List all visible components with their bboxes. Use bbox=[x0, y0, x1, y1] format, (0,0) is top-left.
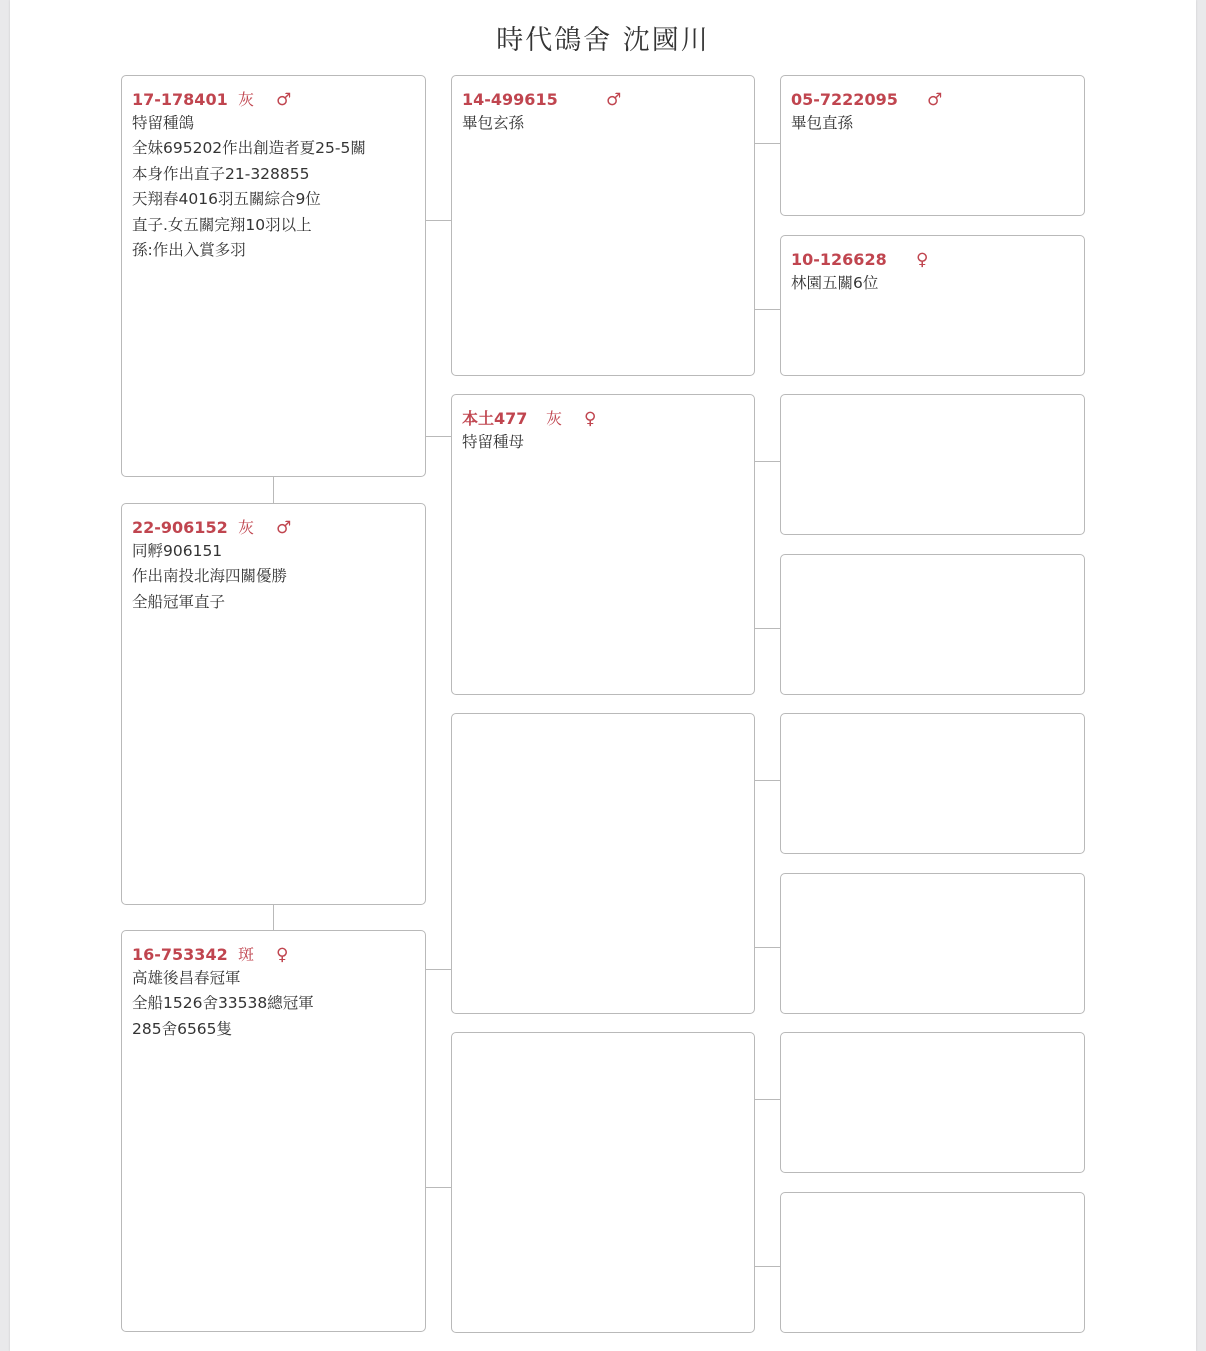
empty-pedigree-card[interactable] bbox=[780, 394, 1085, 535]
female-icon: ♀ bbox=[276, 945, 289, 965]
connector-line bbox=[755, 780, 780, 781]
sire-dam-card[interactable] bbox=[451, 394, 755, 695]
empty-pedigree-card[interactable] bbox=[780, 713, 1085, 854]
empty-pedigree-card[interactable] bbox=[780, 554, 1085, 695]
note-line: 特留種母 bbox=[462, 433, 525, 451]
empty-pedigree-card[interactable] bbox=[451, 713, 755, 1014]
sire-sire-notes bbox=[462, 111, 744, 136]
subject-header bbox=[132, 517, 415, 539]
note-line: 畢包玄孫 bbox=[462, 114, 525, 132]
sire-dam-header bbox=[462, 408, 744, 430]
sire-notes bbox=[132, 111, 415, 263]
pedigree-page bbox=[10, 0, 1196, 1351]
note-line: 特留種鴿 bbox=[132, 114, 195, 132]
note-line: 林園五關6位 bbox=[791, 274, 879, 292]
dam-notes bbox=[132, 966, 415, 1042]
connector-line bbox=[426, 1187, 451, 1188]
note-line: 天翔春4016羽五關綜合9位 bbox=[132, 190, 321, 209]
sire-sire-card[interactable] bbox=[451, 75, 755, 376]
female-icon: ♀ bbox=[916, 250, 929, 270]
note-line: 全妹695202作出創造者夏25-5關 bbox=[132, 139, 366, 158]
ring-number: 14-499615 bbox=[462, 90, 558, 109]
connector-line bbox=[426, 969, 451, 970]
male-icon: ♂ bbox=[606, 90, 622, 110]
ring-number: 16-753342 bbox=[132, 945, 228, 964]
dam-header bbox=[132, 944, 415, 966]
connector-line bbox=[755, 1099, 780, 1100]
empty-pedigree-card[interactable] bbox=[780, 1192, 1085, 1333]
note-line: 孫:作出入賞多羽 bbox=[132, 241, 246, 260]
sss-notes bbox=[791, 111, 1074, 136]
ring-number: 05-7222095 bbox=[791, 90, 898, 109]
note-line: 全船1526舍33538總冠軍 bbox=[132, 994, 314, 1013]
ssd-notes bbox=[791, 271, 1074, 296]
note-line: 285舍6565隻 bbox=[132, 1019, 233, 1038]
male-icon: ♂ bbox=[276, 518, 292, 538]
connector-line bbox=[755, 1266, 780, 1267]
note-line: 直子.女五關完翔10羽以上 bbox=[132, 215, 312, 234]
connector-line bbox=[426, 220, 451, 221]
color-label: 灰 bbox=[546, 409, 563, 428]
connector-line bbox=[755, 947, 780, 948]
ring-number: 17-178401 bbox=[132, 90, 228, 109]
empty-pedigree-card[interactable] bbox=[780, 873, 1085, 1014]
ring-number: 本土477 bbox=[462, 409, 528, 428]
page-title: 時代鴿舍 沈國川 bbox=[496, 25, 710, 56]
sire-dam-notes bbox=[462, 430, 744, 455]
sss-card[interactable] bbox=[780, 75, 1085, 216]
connector-line bbox=[426, 436, 451, 437]
sire-header bbox=[132, 89, 415, 111]
note-line: 同孵906151 bbox=[132, 542, 223, 560]
note-line: 作出南投北海四關優勝 bbox=[132, 567, 288, 586]
ring-number: 10-126628 bbox=[791, 250, 887, 269]
connector-line bbox=[755, 628, 780, 629]
connector-line bbox=[755, 143, 780, 144]
female-icon: ♀ bbox=[584, 409, 597, 429]
color-label: 灰 bbox=[238, 518, 255, 537]
male-icon: ♂ bbox=[927, 90, 943, 110]
connector-line bbox=[273, 477, 274, 503]
sss-header bbox=[791, 89, 1074, 111]
ssd-card[interactable] bbox=[780, 235, 1085, 376]
color-label: 灰 bbox=[238, 90, 255, 109]
color-label: 斑 bbox=[238, 945, 255, 964]
note-line: 高雄後昌春冠軍 bbox=[132, 969, 241, 987]
note-line: 本身作出直子21-328855 bbox=[132, 164, 310, 183]
note-line: 畢包直孫 bbox=[791, 114, 854, 132]
dam-card[interactable] bbox=[121, 930, 426, 1332]
subject-notes bbox=[132, 539, 415, 615]
sire-card[interactable] bbox=[121, 75, 426, 477]
subject-card[interactable] bbox=[121, 503, 426, 905]
empty-pedigree-card[interactable] bbox=[451, 1032, 755, 1333]
connector-line bbox=[755, 461, 780, 462]
sire-sire-header bbox=[462, 89, 744, 111]
ring-number: 22-906152 bbox=[132, 518, 228, 537]
connector-line bbox=[273, 905, 274, 930]
ssd-header bbox=[791, 249, 1074, 271]
connector-line bbox=[755, 309, 780, 310]
empty-pedigree-card[interactable] bbox=[780, 1032, 1085, 1173]
note-line: 全船冠軍直子 bbox=[132, 592, 226, 611]
male-icon: ♂ bbox=[276, 90, 292, 110]
